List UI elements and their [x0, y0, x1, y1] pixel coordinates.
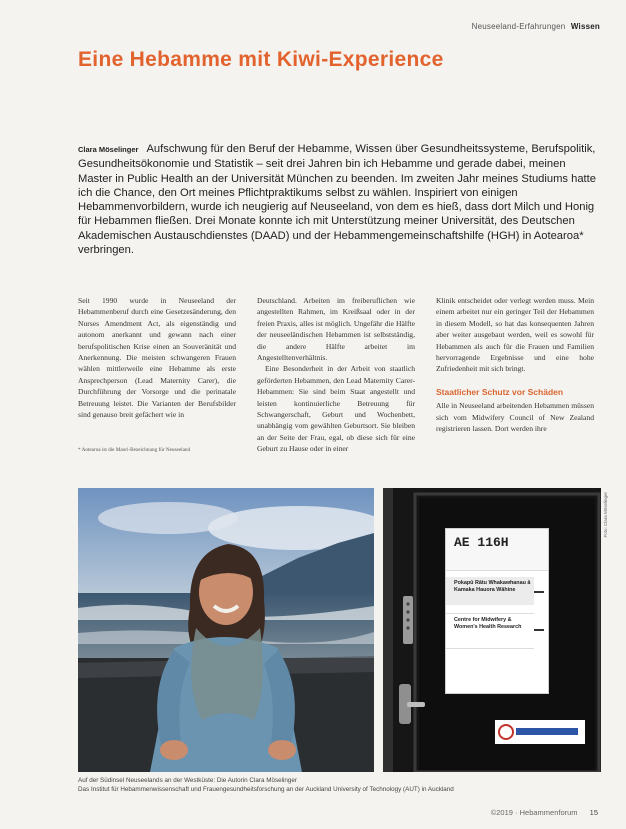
subheading: Staatlicher Schutz vor Schäden	[436, 386, 564, 397]
sign-divider	[534, 591, 544, 593]
body-paragraph: Eine Besonderheit in der Arbeit von staatlich geförderten Hebammen, den Lead Maternity Carer-Hebammen: Sie sind beim Staat angestellt und leisten kontinuierliche Betreuung für Schwangerschaft, Geburt und Wochenbett, unabhängig vom gewählten Geburtsort. Sie bleiben an der Seite der Frau, egal, ob diese sich für eine Geburt zu Hause oder in einer	[257, 364, 415, 454]
body-column-3	[436, 295, 594, 434]
institute-door-photo	[383, 488, 601, 772]
caption-line: Das Institut für Hebammenwissenschaft und Frauengesundheitsforschung an der Auckland University of Technology (AUT) in Auckland	[78, 786, 454, 793]
body-column-2	[257, 295, 415, 455]
page-number: 15	[589, 808, 598, 817]
lead-text: Aufschwung für den Beruf der Hebamme, Wissen über Gesundheitssysteme, Berufspolitik, Gesundheitsökonomie und Statistik – seit drei Jahren bin ich Hebamme und gerade dabei, meinen Master in Public Health an der Universität München zu beenden. Im zweiten Jahr meines Studiums hatte ich die Chance, den Ort meines Pflichtpraktikums selbst zu wählen. Inspiriert von einigen Hebammenvorbildern, wurde ich neugierig auf Neuseeland, von dem es hieß, dass dort Milch und Honig für Hebammen fließen. Drei Monate konnte ich mit Unterstützung meiner Universität, des Deutschen Akademischen Austauschdienstes (DAAD) und der Hebammengemeinschaftshilfe (HGH) in Aotearoa* verbringen.	[78, 143, 596, 257]
section-label: Neuseeland-Erfahrungen	[471, 22, 566, 31]
caption-line: Auf der Südinsel Neuseelands an der Westküste: Die Autorin Clara Möselinger	[78, 777, 297, 784]
sign-english-text: Centre for Midwifery & Women's Health Research	[446, 613, 534, 649]
sign-maori-text: Pokapū Rātu Whakawhanau ā Kamaka Hauora Wāhine	[446, 577, 534, 605]
body-paragraph: Klinik entscheidet oder verlegt werden muss. Mein einem arbeitet nur ein geringer Teil der Hebammen in diesem Modell, so hat das konsequenten Jahren aber weiter ausgebaut werden, weil es sowohl für Hebammen als auch für die Frauen und Familien hervorragende Ergebnisse und eine hohe Zufriedenheit mit sich bringt.	[436, 296, 594, 374]
category-label: Wissen	[570, 22, 600, 31]
photo-caption	[78, 776, 598, 794]
door-sign	[445, 528, 549, 694]
body-paragraph: Seit 1990 wurde in Neuseeland der Hebammenberuf durch eine Gesetzesänderung, den Nurses Amendment Act, als eigenständig und autonom anerkannt und gewann nach einer berufspolitischen Krise einen an Souveränität und Anerkennung. Die meisten schwangeren Frauen wählen mittlerweile eine Hebamme als erste Ansprechperson (Lead Maternity Carer), die Durchführung der Vorsorge und die perinatale Betreuung leistet. Die Varianten der Berufsbilder sind genauso breit gefächert wie in	[78, 296, 236, 420]
body-paragraph: Alle in Neuseeland arbeitenden Hebammen müssen sich vom Midwifery Council of New Zealand registrieren lassen. Dort werden ihre	[436, 401, 594, 434]
author-name: Clara Möselinger	[78, 145, 139, 154]
room-number: AE 116H	[446, 529, 548, 571]
beach-portrait-photo	[78, 488, 374, 772]
sign-divider	[534, 629, 544, 631]
body-paragraph: Deutschland. Arbeiten im freiberuflichen wie angestellten Rahmen, im Kreißsaal oder in der freien Praxis, alles ist möglich. Ungefähr die Hälfte der neuseeländischen Hebammen ist selbstständig, die andere Hälfte arbeitet im Angestelltenverhältnis.	[257, 296, 415, 363]
journal-name: ©2019 · Hebammenforum	[490, 808, 578, 817]
photo-credit: Foto: Clara Möselinger	[603, 492, 608, 538]
lead-paragraph	[78, 142, 598, 257]
page-footer	[491, 808, 598, 817]
article-title: Eine Hebamme mit Kiwi-Experience	[78, 48, 444, 71]
section-header	[472, 22, 600, 31]
body-column-1	[78, 295, 236, 420]
beach-portrait-illustration	[78, 488, 374, 772]
footnote: * Aotearoa ist die Maori-Bezeichnung für Neuseeland	[78, 447, 191, 453]
